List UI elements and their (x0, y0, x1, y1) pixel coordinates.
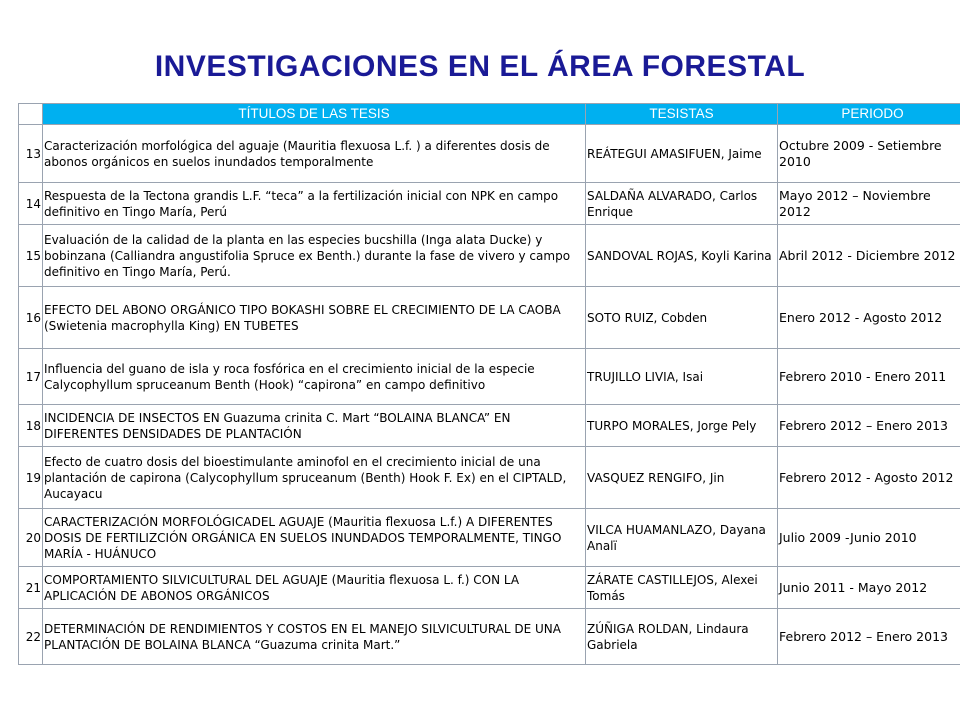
row-tesista: VILCA HUAMANLAZO, Dayana Analï (586, 509, 778, 567)
row-number: 16 (19, 287, 43, 349)
row-tesista: SANDOVAL ROJAS, Koyli Karina (586, 225, 778, 287)
tesis-table (18, 103, 960, 665)
table-row (19, 183, 960, 225)
table-row (19, 567, 960, 609)
row-periodo: Mayo 2012 – Noviembre 2012 (778, 183, 960, 225)
table-row (19, 447, 960, 509)
row-tesista: TRUJILLO LIVIA, Isai (586, 349, 778, 405)
row-tesista: ZÚÑIGA ROLDAN, Lindaura Gabriela (586, 609, 778, 665)
row-tesista: ZÁRATE CASTILLEJOS, Alexei Tomás (586, 567, 778, 609)
table-row (19, 609, 960, 665)
row-titulo: EFECTO DEL ABONO ORGÁNICO TIPO BOKASHI SOBRE EL CRECIMIENTO DE LA CAOBA (Swietenia macrophylla King) EN TUBETES (43, 287, 586, 349)
row-number: 15 (19, 225, 43, 287)
row-number: 20 (19, 509, 43, 567)
row-number: 13 (19, 125, 43, 183)
row-number: 22 (19, 609, 43, 665)
row-tesista: SALDAÑA ALVARADO, Carlos Enrique (586, 183, 778, 225)
row-number: 18 (19, 405, 43, 447)
row-periodo: Abril 2012 - Diciembre 2012 (778, 225, 960, 287)
row-titulo: COMPORTAMIENTO SILVICULTURAL DEL AGUAJE (Mauritia flexuosa L. f.) CON LA APLICACIÓN DE ABONOS ORGÁNICOS (43, 567, 586, 609)
row-titulo: Efecto de cuatro dosis del bioestimulante aminofol en el crecimiento inicial de una plantación de capirona (Calycophyllum spruceanum (Benth) Hook F. Ex) en el CIPTALD, Aucayacu (43, 447, 586, 509)
row-titulo: Influencia del guano de isla y roca fosfórica en el crecimiento inicial de la especie Calycophyllum spruceanum Benth (Hook) “capirona” en campo definitivo (43, 349, 586, 405)
row-tesista: TURPO MORALES, Jorge Pely (586, 405, 778, 447)
row-periodo: Febrero 2012 – Enero 2013 (778, 405, 960, 447)
row-periodo: Junio 2011 - Mayo 2012 (778, 567, 960, 609)
row-titulo: CARACTERIZACIÓN MORFOLÓGICADEL AGUAJE (Mauritia flexuosa L.f.) A DIFERENTES DOSIS DE FERTILIZCIÓN ORGÁNICA EN SUELOS INUNDADOS TEMPORALMENTE, TINGO MARÍA - HUÁNUCO (43, 509, 586, 567)
row-number: 17 (19, 349, 43, 405)
row-periodo: Febrero 2012 - Agosto 2012 (778, 447, 960, 509)
row-number: 21 (19, 567, 43, 609)
header-tesistas: TESISTAS (586, 104, 778, 125)
header-periodo: PERIODO (778, 104, 960, 125)
header-number (19, 104, 43, 125)
row-tesista: SOTO RUIZ, Cobden (586, 287, 778, 349)
table-row (19, 287, 960, 349)
row-periodo: Febrero 2012 – Enero 2013 (778, 609, 960, 665)
row-number: 14 (19, 183, 43, 225)
row-periodo: Julio 2009 -Junio 2010 (778, 509, 960, 567)
row-number: 19 (19, 447, 43, 509)
row-titulo: Caracterización morfológica del aguaje (Mauritia flexuosa L.f. ) a diferentes dosis de abonos orgánicos en suelos inundados temporalmente (43, 125, 586, 183)
row-titulo: Evaluación de la calidad de la planta en las especies bucshilla (Inga alata Ducke) y bobinzana (Calliandra angustifolia Spruce ex Benth.) durante la fase de vivero y campo definitivo en Tingo María, Perú. (43, 225, 586, 287)
table-row (19, 225, 960, 287)
table-row (19, 349, 960, 405)
row-titulo: Respuesta de la Tectona grandis L.F. “teca” a la fertilización inicial con NPK en campo definitivo en Tingo María, Perú (43, 183, 586, 225)
table-row (19, 509, 960, 567)
table-header-row (19, 104, 960, 125)
table-row (19, 405, 960, 447)
header-titulo: TÍTULOS DE LAS TESIS (43, 104, 586, 125)
row-periodo: Febrero 2010 - Enero 2011 (778, 349, 960, 405)
row-tesista: VASQUEZ RENGIFO, Jin (586, 447, 778, 509)
table-row (19, 125, 960, 183)
row-titulo: DETERMINACIÓN DE RENDIMIENTOS Y COSTOS EN EL MANEJO SILVICULTURAL DE UNA PLANTACIÓN DE BOLAINA BLANCA “Guazuma crinita Mart.” (43, 609, 586, 665)
row-titulo: INCIDENCIA DE INSECTOS EN Guazuma crinita C. Mart “BOLAINA BLANCA” EN DIFERENTES DENSIDADES DE PLANTACIÓN (43, 405, 586, 447)
row-tesista: REÁTEGUI AMASIFUEN, Jaime (586, 125, 778, 183)
page-title: INVESTIGACIONES EN EL ÁREA FORESTAL (154, 50, 806, 83)
row-periodo: Octubre 2009 - Setiembre 2010 (778, 125, 960, 183)
row-periodo: Enero 2012 - Agosto 2012 (778, 287, 960, 349)
